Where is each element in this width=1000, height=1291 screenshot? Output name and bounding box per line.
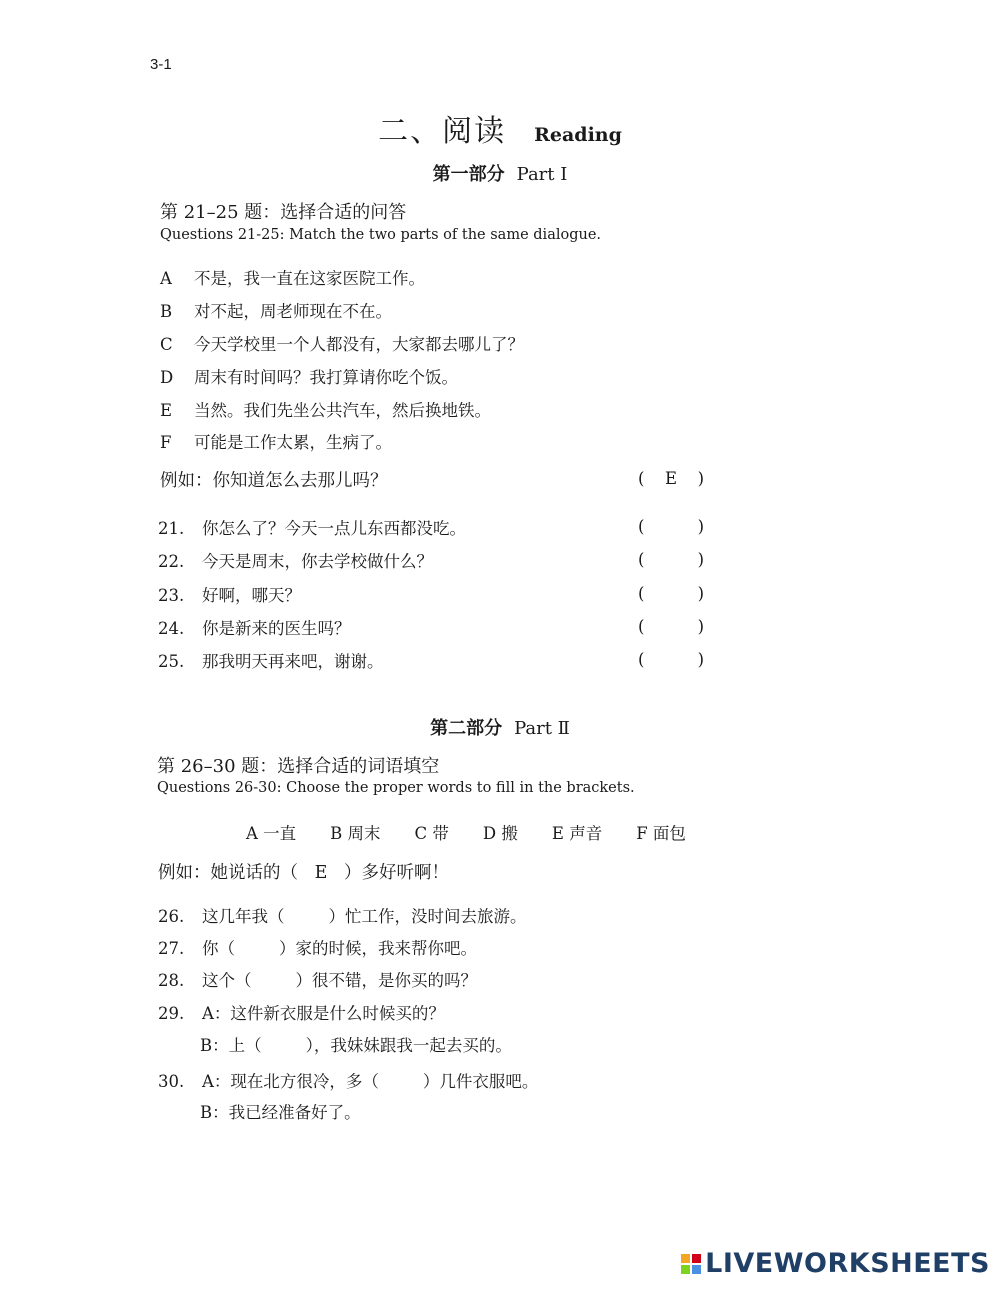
answer-box-25[interactable]: ( ): [638, 650, 704, 669]
word-option: D 搬: [482, 824, 518, 843]
word-option: F 面包: [636, 824, 686, 843]
section-title-cn: 二、阅读: [378, 114, 507, 149]
section-title: [0, 106, 1000, 150]
word-bank: [246, 820, 720, 844]
liveworksheets-brand-name: LIVEWORKSHEETS: [705, 1248, 990, 1279]
option-a: A 不是，我一直在这家医院工作。: [160, 269, 425, 288]
option-b: B 对不起，周老师现在不在。: [160, 302, 392, 321]
page-label: 3-1: [150, 56, 172, 73]
part2-heading-cn: 第二部分: [430, 718, 503, 739]
word-option: B 周末: [330, 824, 381, 843]
part1-heading-en: Part Ⅰ: [516, 164, 568, 185]
question-29: 29. A：这件新衣服是什么时候买的？: [158, 1004, 445, 1023]
option-e: E 当然。我们先坐公共汽车，然后换地铁。: [160, 401, 491, 420]
word-option: E 声音: [551, 824, 603, 843]
part1-heading: [0, 160, 1000, 186]
part2-example: 例如：她说话的（ E ）多好听啊！: [158, 863, 449, 883]
question-22: 22. 今天是周末，你去学校做什么？: [158, 552, 433, 571]
liveworksheets-logo: [681, 1248, 990, 1279]
option-c: C 今天学校里一个人都没有，大家都去哪儿了？: [160, 335, 524, 354]
part1-instruction-cn: 第 21–25 题：选择合适的问答: [160, 202, 407, 223]
question-25: 25. 那我明天再来吧，谢谢。: [158, 652, 384, 671]
part2-heading-en: Part Ⅱ: [514, 718, 570, 739]
option-d: D 周末有时间吗？我打算请你吃个饭。: [160, 368, 458, 387]
question-21: 21. 你怎么了？今天一点儿东西都没吃。: [158, 519, 466, 538]
word-option: C 带: [414, 824, 449, 843]
answer-box-24[interactable]: ( ): [638, 617, 704, 636]
part2-instruction-cn: 第 26–30 题：选择合适的词语填空: [157, 756, 440, 777]
answer-box-21[interactable]: ( ): [638, 517, 704, 536]
part2-heading: [0, 714, 1000, 740]
part1-example: 例如：你知道怎么去那儿吗？: [160, 471, 388, 491]
answer-box-22[interactable]: ( ): [638, 550, 704, 569]
part1-instruction-en: Questions 21-25: Match the two parts of the same dialogue.: [160, 227, 602, 243]
word-option: A 一直: [246, 824, 297, 843]
answer-box-23[interactable]: ( ): [638, 584, 704, 603]
question-26: 26. 这几年我（ ）忙工作，没时间去旅游。: [158, 907, 527, 926]
part2-instruction-en: Questions 26-30: Choose the proper words to fill in the brackets.: [157, 780, 635, 796]
liveworksheets-logo-icon: [681, 1254, 701, 1274]
question-27: 27. 你（ ）家的时候，我来帮你吧。: [158, 939, 477, 958]
question-30-line2: B：我已经准备好了。: [200, 1103, 361, 1122]
option-f: F 可能是工作太累，生病了。: [160, 433, 392, 452]
part1-heading-cn: 第一部分: [432, 164, 505, 185]
question-24: 24. 你是新来的医生吗？: [158, 619, 351, 638]
part1-example-answer: ( E ): [638, 469, 704, 488]
question-29-line2: B：上（ ），我妹妹跟我一起去买的。: [200, 1036, 512, 1055]
question-28: 28. 这个（ ）很不错，是你买的吗？: [158, 971, 477, 990]
section-title-en: Reading: [534, 124, 622, 146]
question-23: 23. 好啊，哪天？: [158, 586, 301, 605]
question-30: 30. A：现在北方很冷，多（ ）几件衣服吧。: [158, 1072, 539, 1091]
